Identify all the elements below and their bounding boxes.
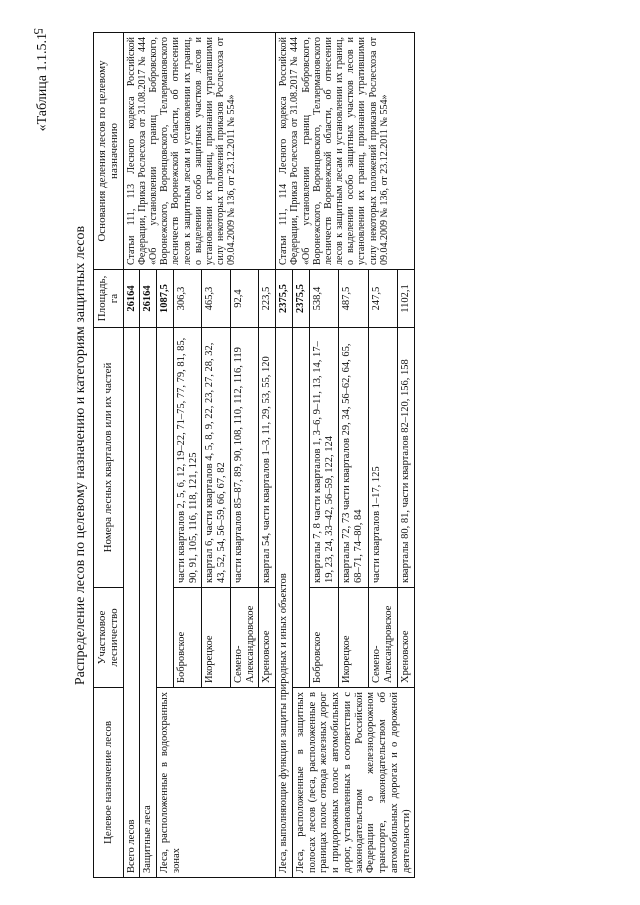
forestry-cell: Икорецкое	[202, 588, 231, 688]
forestry-cell: Семено-Александровское	[230, 588, 259, 688]
header-quarters: Номера лесных кварталов или их частей	[94, 328, 124, 588]
quarters-cell: части кварталов 85–87, 89, 90, 108, 110, 112, 116, 119	[230, 328, 259, 588]
row-total-area: 26164	[123, 270, 140, 328]
forestry-cell: Бобровское	[310, 588, 339, 688]
quarters-cell: кварталы 72, 73 части кварталов 29, 34, 56–62, 64, 65, 68–71, 74–80, 84	[339, 328, 368, 588]
table-header-row	[94, 33, 124, 878]
rotated-sheet	[35, 33, 625, 878]
quarters-cell: кварталы 7, 8 части кварталов 1, 3–6, 9–11, 13, 14, 17–19, 23, 24, 33–42, 56–59, 122, 124	[310, 328, 339, 588]
area-cell: 1102,1	[398, 270, 415, 328]
row-water-area: 1087,5	[157, 270, 174, 328]
header-purpose: Целевое назначение лесов	[94, 688, 124, 878]
header-basis: Основания деления лесов по целевому назначению	[94, 33, 124, 270]
row-natural-purpose: Леса, выполняющие функции защиты природных и иных объектов	[276, 328, 293, 878]
quarters-cell: кварталы 80, 81, части кварталов 82–120, 156, 158	[398, 328, 415, 588]
page-number: 5	[31, 28, 46, 35]
quarters-cell: части кварталов 1–17, 125	[368, 328, 397, 588]
area-cell: 92,4	[230, 270, 259, 328]
row-natural-basis: Статьи 111, 114 Лесного кодекса Российской Федерации, Приказ Рослесхоза от 31.08.2017 № 444 «Об установлении границ Бобровского, Воронежского, Воронцовского, Теллермановского лесничеств Воронежской области, об отнесении лесов к защитным лесам и установлении их границ, о выделении особо защитных участков лесов и установлении их границ, признании утратившими силу некоторых положений приказов Рослесхоза от 09.04.2009 № 136, от 23.12.2011 № 554»	[276, 33, 415, 270]
quarters-cell: квартал 54, части кварталов 1–3, 11, 29, 53, 55, 120	[259, 328, 276, 588]
forestry-cell: Хреновское	[398, 588, 415, 688]
table-row	[123, 33, 140, 878]
quarters-cell: квартал 6, части кварталов 4, 5, 8, 9, 22, 23, 27, 28, 32, 43, 52, 54, 56–59, 66, 67, 82	[202, 328, 231, 588]
area-cell: 223,5	[259, 270, 276, 328]
row-protective-area: 26164	[140, 270, 157, 328]
forest-distribution-table	[93, 32, 415, 878]
quarters-cell: части кварталов 2, 5, 6, 12, 19–22, 71–75, 77, 79, 81, 85, 90, 91, 105, 116, 118, 121, 125	[173, 328, 202, 588]
area-cell: 487,5	[339, 270, 368, 328]
header-area: Площадь, га	[94, 270, 124, 328]
forestry-cell: Семено-Александровское	[368, 588, 397, 688]
area-cell: 465,3	[202, 270, 231, 328]
forestry-cell: Бобровское	[173, 588, 202, 688]
row-water-purpose: Леса, расположенные в водоохранных зонах	[157, 688, 276, 878]
area-cell: 538,4	[310, 270, 339, 328]
row-belts-purpose: Леса, расположенные в защитных полосах лесов (леса, расположенные в границах полос отвода железных дорог и придорожных полос автомобильных дорог, установленных в соответствии с законодательством Российской Федерации о железнодорожном транспорте, законодательством об автомобильных дорогах и о дорожной деятельности)	[292, 688, 415, 878]
table-reference: «Таблица 1.1.5.1	[35, 33, 50, 132]
area-cell: 306,3	[173, 270, 202, 328]
forestry-cell: Икорецкое	[339, 588, 368, 688]
header-forestry: Участковое лесничество	[94, 588, 124, 688]
row-total-purpose: Всего лесов	[123, 328, 140, 878]
table-row	[276, 33, 293, 878]
forestry-cell: Хреновское	[259, 588, 276, 688]
table-caption: Распределение лесов по целевому назначению и категориям защитных лесов	[73, 225, 88, 686]
row-belts-area: 2375,5	[292, 270, 309, 328]
row-natural-area: 2375,5	[276, 270, 293, 328]
row-protective-purpose: Защитные леса	[140, 328, 157, 878]
row-protective-basis: Статьи 111, 113 Лесного кодекса Российской Федерации, Приказ Рослесхоза от 31.08.2017 № 444 «Об установлении границ Бобровского, Воронежского, Воронцовского, Теллермановского лесничеств Воронежской области, об отнесении лесов к защитным лесам и установлении их границ, о выделении особо защитных участков лесов и установлении их границ, признании утратившими силу некоторых положений приказов Рослесхоза от 09.04.2009 № 136, от 23.12.2011 № 554»	[123, 33, 276, 270]
area-cell: 247,5	[368, 270, 397, 328]
